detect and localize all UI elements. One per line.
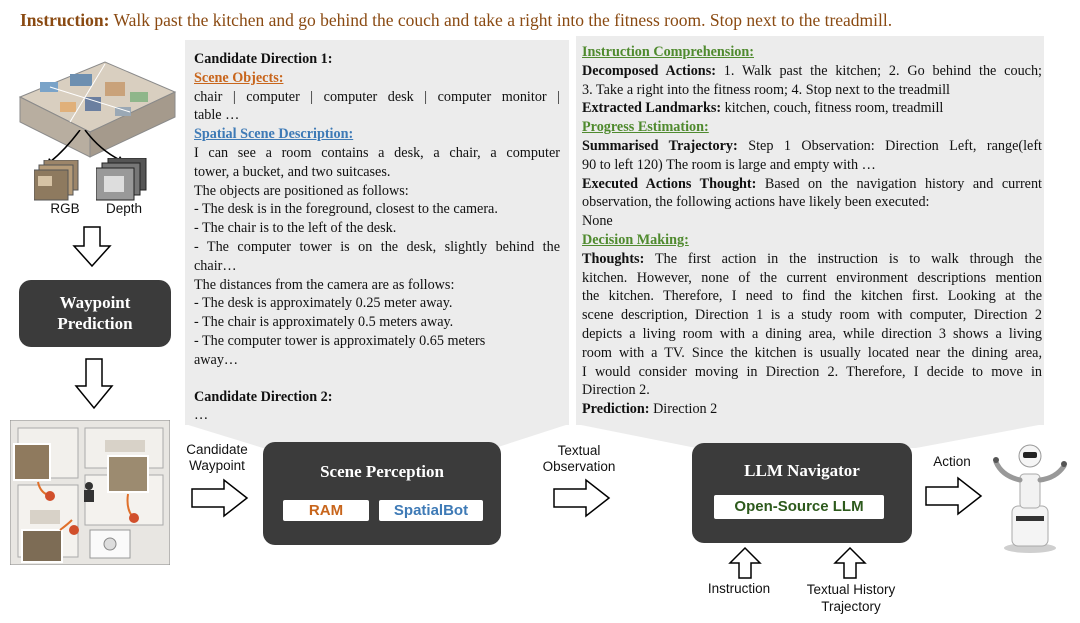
candidate-waypoint-line-2: Waypoint <box>189 458 245 473</box>
candidate-waypoint-label <box>178 442 256 474</box>
llm-navigator-title: LLM Navigator <box>744 461 860 480</box>
instruction-input-label: Instruction <box>707 581 771 596</box>
textual-observation-line-1: Textual <box>557 443 601 458</box>
thoughts-text-7: I would consider moving in Direction 2. Therefore, I decide to move in <box>582 363 1042 380</box>
up-arrow-instruction <box>728 546 762 580</box>
ram-module: RAM <box>283 500 369 521</box>
spatial-line-5: - The chair is to the left of the desk. <box>194 220 397 237</box>
down-arrow-2 <box>74 358 114 410</box>
down-arrow-1 <box>72 226 112 268</box>
prediction-label: Prediction: <box>582 401 650 418</box>
thoughts-text-6: room with a TV. Since the kitchen is usually located near the dining area, <box>582 344 1042 361</box>
decision-making-heading: Decision Making: <box>582 231 689 248</box>
scene-perception-title: Scene Perception <box>320 462 444 481</box>
thoughts-text-8: Direction 2. <box>582 382 650 399</box>
thoughts-line-1 <box>582 250 1042 269</box>
rgb-label: RGB <box>50 201 80 216</box>
reasoning-panel-text <box>582 43 1042 419</box>
depth-image-stack <box>96 158 151 202</box>
executed-text-1: Based on the navigation history and current <box>764 175 1042 192</box>
spatial-line-2: tower, a bucket, and two suitcases. <box>194 163 391 180</box>
floor-plan-map <box>10 420 170 565</box>
waypoint-line-1: Waypoint <box>59 293 131 312</box>
spatial-line-9: - The desk is approximately 0.25 meter away. <box>194 295 453 312</box>
instruction-label: Instruction: <box>20 10 110 30</box>
candidate-panel-text <box>194 50 560 425</box>
spatial-line-12: away… <box>194 351 239 368</box>
decomposed-line-1 <box>582 62 1042 81</box>
thoughts-text-5: depicts a living room with a dining area, while direction 3 shows a living <box>582 325 1042 342</box>
executed-line-1 <box>582 175 1042 194</box>
trajectory-text-1: Step 1 Observation: Direction Left, range(left <box>748 137 1042 154</box>
decomposed-text-2: 3. Take a right into the fitness room; 4. Stop next to the treadmill <box>582 81 950 98</box>
thoughts-text-1: The first action in the instruction is to walk through the <box>654 250 1042 267</box>
spatial-line-11: - The computer tower is approximately 0.65 meters <box>194 332 486 349</box>
spatial-line-10: - The chair is approximately 0.5 meters away. <box>194 314 454 331</box>
spatial-line-1: I can see a room contains a desk, a chair, a computer <box>194 144 560 161</box>
landmarks-text: kitchen, couch, fitness room, treadmill <box>724 100 944 117</box>
rgb-image-stack <box>34 160 84 202</box>
history-input-label <box>796 581 906 615</box>
executed-text-3: None <box>582 213 613 230</box>
executed-text-2: observation, the following actions have likely been executed: <box>582 194 930 211</box>
thoughts-text-4: scene description, Direction 1 is a study room with computer, Direction 2 <box>582 307 1042 324</box>
decomposed-text-1: 1. Walk past the kitchen; 2. Go behind the couch; <box>723 62 1042 79</box>
spatial-line-4: - The desk is in the foreground, closest to the camera. <box>194 201 498 218</box>
spatial-description-heading: Spatial Scene Description: <box>194 126 354 143</box>
candidate-waypoint-line-1: Candidate <box>186 442 248 457</box>
spatial-line-8: The distances from the camera are as follows: <box>194 276 455 293</box>
right-arrow-candidate <box>190 478 250 518</box>
history-input-line-2: Trajectory <box>821 599 881 614</box>
prediction-text: Direction 2 <box>653 401 718 418</box>
depth-label: Depth <box>105 201 143 216</box>
scene-objects-line-1: chair | computer | computer desk | computer monitor | <box>194 88 560 105</box>
thoughts-label: Thoughts: <box>582 250 645 267</box>
spatial-line-6: - The computer tower is on the desk, slightly behind the <box>194 238 560 255</box>
candidate-direction-1-title: Candidate Direction 1: <box>194 51 333 67</box>
llm-navigator-box <box>692 443 912 543</box>
up-arrow-history <box>833 546 867 580</box>
candidate-direction-2-title: Candidate Direction 2: <box>194 388 333 405</box>
instruction-comprehension-heading: Instruction Comprehension: <box>582 44 754 60</box>
history-input-line-1: Textual History <box>806 582 896 597</box>
instruction-line <box>20 10 1070 31</box>
progress-estimation-heading: Progress Estimation: <box>582 119 709 136</box>
executed-label: Executed Actions Thought: <box>582 175 757 192</box>
trajectory-line-1 <box>582 137 1042 156</box>
spatialbot-module: SpatialBot <box>379 500 483 521</box>
waypoint-line-2: Prediction <box>57 314 133 333</box>
decomposed-label: Decomposed Actions: <box>582 62 716 79</box>
right-arrow-action <box>924 476 984 516</box>
textual-observation-label <box>534 443 624 475</box>
scene-perception-box <box>263 442 501 545</box>
trajectory-label: Summarised Trajectory: <box>582 137 738 154</box>
thoughts-text-2: kitchen. However, none of the current environment descriptions mention <box>582 269 1042 286</box>
waypoint-prediction-box <box>19 280 171 347</box>
landmarks-line <box>582 99 1042 118</box>
textual-observation-line-2: Observation <box>542 459 616 474</box>
trajectory-text-2: 90 to left 120) The room is large and empty with … <box>582 156 876 173</box>
spatial-line-7: chair… <box>194 257 237 274</box>
open-source-llm-module: Open-Source LLM <box>714 495 884 519</box>
scene-objects-line-2: table … <box>194 107 240 124</box>
thoughts-text-3: the kitchen. Therefore, I need to find the kitchen first. Looking at the <box>582 288 1042 305</box>
spatial-line-3: The objects are positioned as follows: <box>194 182 409 199</box>
right-arrow-observation <box>552 478 612 518</box>
prediction-line <box>582 400 1042 419</box>
landmarks-label: Extracted Landmarks: <box>582 100 722 117</box>
robot-illustration <box>990 436 1070 554</box>
candidate-direction-2-text: … <box>194 407 209 424</box>
instruction-text: Walk past the kitchen and go behind the couch and take a right into the fitness room. Stop next to the treadmill. <box>113 10 893 30</box>
scene-objects-heading: Scene Objects: <box>194 69 284 86</box>
action-label: Action <box>933 454 971 469</box>
